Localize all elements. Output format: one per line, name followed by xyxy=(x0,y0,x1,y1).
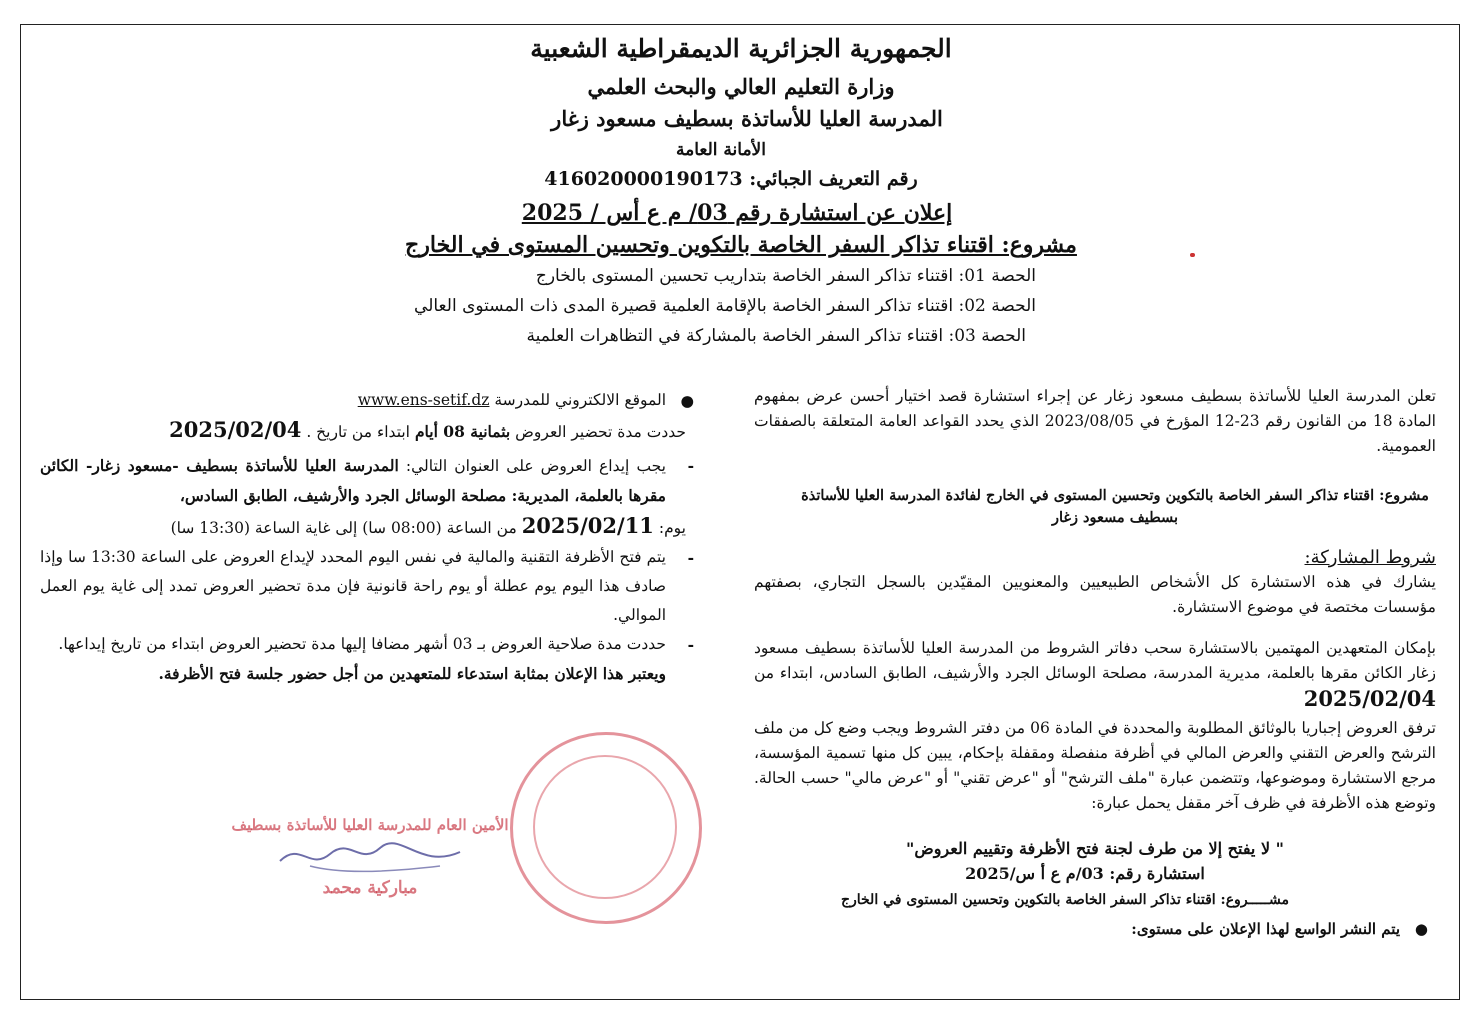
ministry-title: وزارة التعليم العالي والبحث العلمي xyxy=(587,74,895,99)
opening-item xyxy=(40,543,702,630)
deposit-date: 2025/02/11 xyxy=(521,513,654,538)
signature-title: الأمين العام للمدرسة العليا للأساتذة بسطيف xyxy=(231,816,509,834)
envelope-quote: " لا يفتح إلا من طرف لجنة فتح الأظرفة وتقييم العروض" xyxy=(906,839,1284,858)
secretariat-title: الأمانة العامة xyxy=(676,140,766,160)
consultation-project: مشـــــروع: اقتناء تذاكر السفر الخاصة بالتكوين وتحسين المستوى في الخارج xyxy=(840,892,1290,908)
duration-text-b: بثمانية 08 أيام xyxy=(414,422,511,441)
dash-icon: - xyxy=(687,635,694,654)
deposit-time: من الساعة (08:00 سا) إلى غاية الساعة (13:30 سا) xyxy=(170,519,517,537)
conditions-paragraph-3: ترفق العروض إجباريا بالوثائق المطلوبة والمحددة في المادة 06 من دفتر الشروط ويجب وضع كل من ملف الترشح والعرض التقني والعرض المالي في أظرفة منفصلة ومقفلة بإحكام، يبين كل منها تسمية المؤسسة، مرجع الاستشارة وموضوعها، وتتضمن عبارة "ملف الترشح" أو "عرض تقني" أو "عرض مالي" حسب الحالة. وتوضع هذه الأظرفة في ظرف آخر مقفل يحمل عبارة: xyxy=(754,719,1436,812)
withdrawal-date: 2025/02/04 xyxy=(1303,686,1436,711)
signature-name: مباركية محمد xyxy=(322,878,418,898)
duration-text-c: ابتداء من تاريخ . xyxy=(306,423,410,441)
bullet-icon: ● xyxy=(1414,920,1428,938)
duration-text-a: حددت مدة تحضير العروض xyxy=(515,423,686,441)
announcement-title: إعلان عن استشارة رقم 03/ م ع أس / 2025 xyxy=(521,200,953,226)
summons-item xyxy=(40,659,702,688)
publish-note: يتم النشر الواسع لهذا الإعلان على مستوى: xyxy=(1131,920,1400,938)
consultation-ref: استشارة رقم: 03/م ع أ س/2025 xyxy=(965,864,1205,883)
conditions-paragraph-2-text: بإمكان المتعهدين المهتمين بالاستشارة سحب دفاتر الشروط من المدرسة العليا للأساتذة بسطيف مسعود زغار الكائن مقرها بالعلمة، مديرية المدرسة، مصلحة الوسائل الجرد والأرشيف، الطابق السادس، ابتداء من xyxy=(754,639,1436,682)
validity-text: حددت مدة صلاحية العروض بـ 03 أشهر مضافا إليها مدة تحضير العروض ابتداء من تاريخ إيداعها. xyxy=(58,635,666,653)
signature-block xyxy=(185,816,555,898)
lot-01: الحصة 01: اقتناء تذاكر السفر الخاصة بتداريب تحسين المستوى بالخارج xyxy=(535,266,1036,286)
website-label: الموقع الالكتروني للمدرسة xyxy=(494,391,666,409)
conditions-paragraph-2 xyxy=(754,636,1436,714)
opening-text: يتم فتح الأظرفة التقنية والمالية في نفس اليوم المحدد لإيداع العروض على الساعة 13:30 سا وإذا صادف هذا اليوم يوم عطلة أو يوم راحة قانونية فإن مدة تحضير العروض تمدد إلى غاية يوم العمل الموالي. xyxy=(40,548,666,624)
project-title: مشروع: اقتناء تذاكر السفر الخاصة بالتكوين وتحسين المستوى في الخارج xyxy=(405,232,1077,258)
duration-date: 2025/02/04 xyxy=(169,417,302,442)
deposit-address: المدرسة العليا للأساتذة بسطيف -مسعود زغار- الكائن مقرها بالعلمة، المديرية: مصلحة الوسائل الجرد والأرشيف، الطابق السادس، xyxy=(40,456,666,505)
dash-icon: - xyxy=(687,548,694,567)
left-column xyxy=(40,386,702,688)
summons-text: ويعتبر هذا الإعلان بمثابة استدعاء للمتعهدين من أجل حضور جلسة فتح الأظرفة. xyxy=(158,664,666,683)
bullet-icon: ● xyxy=(680,391,694,410)
school-title: المدرسة العليا للأساتذة بسطيف مسعود زغار xyxy=(551,106,943,131)
conditions-title: شروط المشاركة: xyxy=(1304,547,1436,568)
republic-title: الجمهورية الجزائرية الديمقراطية الشعبية xyxy=(530,34,952,63)
deposit-date-item xyxy=(40,511,702,543)
deposit-text-a: يجب إيداع العروض على العنوان التالي: xyxy=(405,457,667,475)
website-link[interactable]: www.ens-setif.dz xyxy=(357,391,490,409)
tax-id: رقم التعريف الجبائي: 416020000190173 xyxy=(544,168,918,190)
intro-paragraph: تعلن المدرسة العليا للأساتذة بسطيف مسعود زغار عن إجراء استشارة قصد اختيار أحسن عرض بمفهوم المادة 18 من القانون رقم 23-12 المؤرخ في 2023/08/05 الذي يحدد القواعد العامة المتعلقة بالصفقات العمومية. xyxy=(754,387,1436,455)
ink-dot xyxy=(1190,253,1195,257)
publish-note-item xyxy=(754,917,1436,942)
lot-03: الحصة 03: اقتناء تذاكر السفر الخاصة بالمشاركة في التظاهرات العلمية xyxy=(526,326,1026,346)
website-item xyxy=(40,386,702,415)
deposit-day-label: يوم: xyxy=(658,519,686,537)
right-column xyxy=(754,384,1436,942)
handwritten-signature xyxy=(270,836,470,876)
validity-item xyxy=(40,630,702,659)
deposit-item xyxy=(40,451,702,511)
right-project: مشروع: اقتناء تذاكر السفر الخاصة بالتكوين وتحسين المستوى في الخارج لفائدة المدرسة العليا للأساتذة بسطيف مسعود زغار xyxy=(801,487,1429,526)
duration-item xyxy=(40,415,702,447)
conditions-paragraph-1: يشارك في هذه الاستشارة كل الأشخاص الطبيعيين والمعنويين المقيّدين بالسجل التجاري، بصفتهم مؤسسات مختصة في موضوع الاستشارة. xyxy=(754,573,1436,616)
lot-02: الحصة 02: اقتناء تذاكر السفر الخاصة بالإقامة العلمية قصيرة المدى ذات المستوى العالي xyxy=(414,296,1036,316)
dash-icon: - xyxy=(687,456,694,475)
